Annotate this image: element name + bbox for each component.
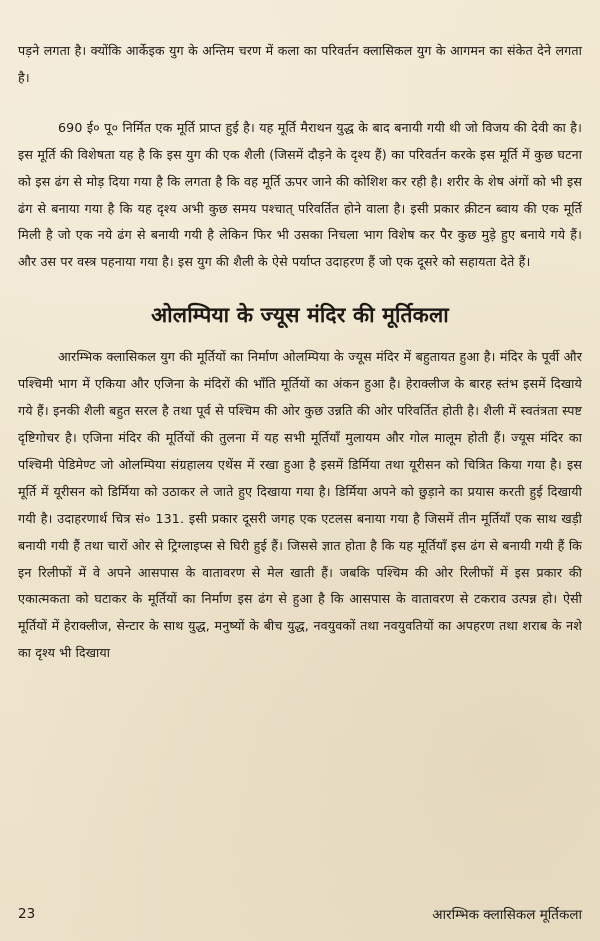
paragraph-olympia-sculpture: आरम्भिक क्लासिकल युग की मूर्तियों का निर्माण ओलम्पिया के ज्यूस मंदिर में बहुतायत हुआ है। मंदिर के पूर्वी और पश्चिमी भाग में एकिया और एजिना के मंदिरों की भाँति मूर्तियों का अंकन हुआ है। हेराक्लीज के बारह स्तंभ इसमें दिखाये गये हैं। इनकी शैली बहुत सरल है तथा पूर्व से पश्चिम की ओर कुछ उन्नति की ओर परिवर्तित होती है। शैली में स्वतंत्रता स्पष्ट दृष्टिगोचर है। एजिना मंदिर की मूर्तियों की तुलना में यह सभी मूर्तियाँ मुलायम और गोल मालूम होती हैं। ज्यूस मंदिर का पश्चिमी पेडिमेण्ट जो ओलम्पिया संग्रहालय एथेंस में रखा हुआ है इसमें डिर्मिया तथा यूरीसन को चित्रित किया गया है। इस मूर्ति में यूरीसन को डिर्मिया को उठाकर ले जाते हुए दिखाया गया है। डिर्मिया अपने को छुड़ाने का प्रयास करती हुई दिखायी गयी है। उदाहरणार्थ चित्र सं० 131. इसी प्रकार दूसरी जगह एक एटलस बनाया गया है जिसमें तीन मूर्तियाँ एक साथ खड़ी बनायी गयी हैं तथा चारों ओर से ट्रिग्लाइप्स से घिरी हुई हैं। जिससे ज्ञात होता है कि यह मूर्तियाँ इस ढंग से बनायी गयी हैं कि इन रिलीफों में वे अपने आसपास के वातावरण से मेल खाती हैं। जबकि पश्चिम की ओर रिलीफों में इस प्रकार की एकात्मकता को घटाकर के मूर्तियों का निर्माण इस ढंग से हुआ है कि आसपास के वातावरण से टकराव उत्पन्न हो। ऐसी मूर्तियों में हेराक्लीज, सेन्टार के साथ युद्ध, मनुष्यों के बीच युद्ध, नवयुवकों तथा नवयुवतियों का अपहरण तथा शराब के नशे का दृश्य भी दिखाया — [18, 349, 582, 661]
running-title: आरम्भिक क्लासिकल मूर्तिकला — [432, 907, 582, 923]
page-footer — [18, 902, 582, 926]
paragraph-victory-goddess: 690 ई० पू० निर्मित एक मूर्ति प्राप्त हुई है। यह मूर्ति मैराथन युद्ध के बाद बनायी गयी थी जो विजय की देवी का है। इस मूर्ति की विशेषता यह है कि इस युग की एक शैली (जिसमें दौड़ने के दृश्य हैं) का परिवर्तन करके इस मूर्ति में कुछ घटना को इस ढंग से मोड़ दिया गया है कि लगता है कि वह मूर्ति ऊपर जाने की कोशिश कर रही है। शरीर के शेष अंगों को भी इस ढंग से बनाया गया है कि यह दृश्य अभी कुछ समय पश्चात् परिवर्तित होने वाला है। इसी प्रकार क्रीटन ब्वाय की एक मूर्ति मिली है जो एक नये ढंग से बनायी गयी है लेकिन फिर भी उसका निचला भाग विशेष कर पैर कुछ मुड़े हुए बनाये गये हैं। और उस पर वस्त्र पहनाया गया है। इस युग की शैली के ऐसे पर्याप्त उदाहरण हैं जो एक दूसरे को सहायता देते हैं। — [18, 119, 582, 270]
paragraph-continuation: पड़ने लगता है। क्योंकि आर्केइक युग के अन्तिम चरण में कला का परिवर्तन क्लासिकल युग के आगमन का संकेत देने लगता है। — [18, 43, 582, 85]
page-number: 23 — [18, 906, 36, 922]
section-heading: ओलम्पिया के ज्यूस मंदिर की मूर्तिकला — [151, 303, 449, 328]
